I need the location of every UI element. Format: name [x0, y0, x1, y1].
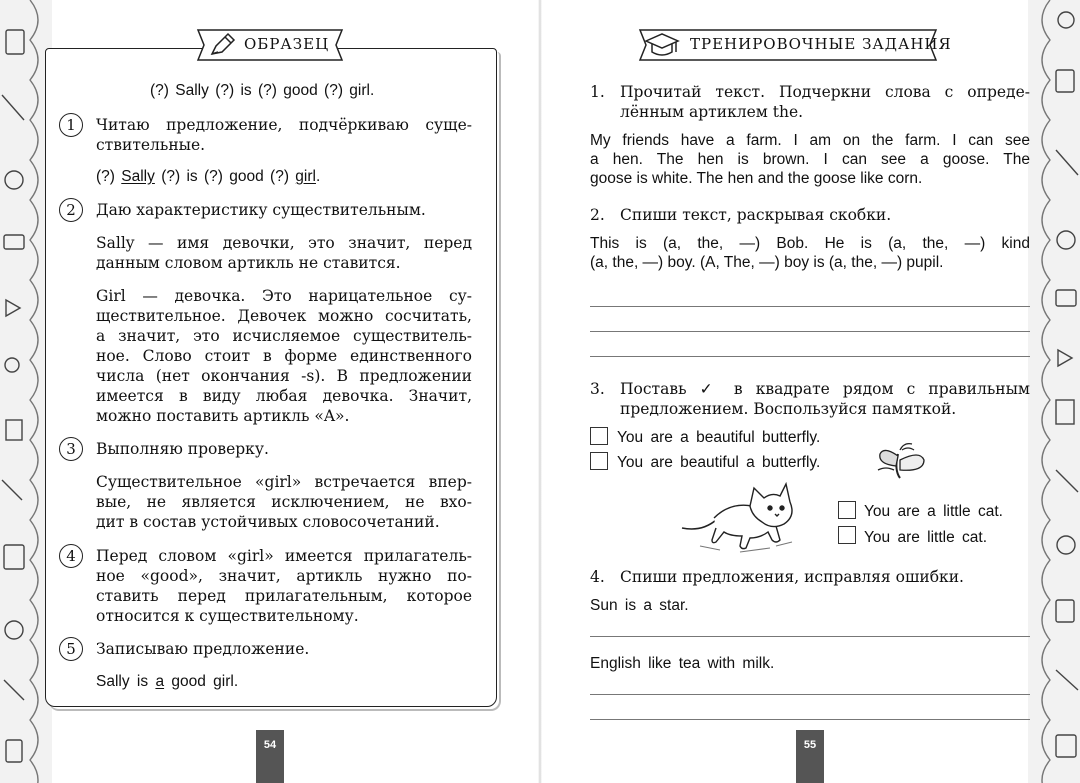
task-1-line-2: лённым артиклем the.	[620, 103, 804, 121]
step-4-line-1: Перед словом «girl» имеется прилагатель-	[96, 547, 472, 565]
task-4-sentence-1: Sun is a star.	[590, 597, 689, 614]
butterfly-icon	[876, 440, 928, 486]
option-text: You are a little cat.	[864, 503, 1003, 520]
task-4-number: 4.	[590, 568, 605, 586]
pen-icon	[208, 32, 236, 62]
girl-para-line-6: имеется в виду любая девочка. Значит,	[96, 387, 472, 405]
option-checkbox[interactable]	[838, 501, 856, 519]
cat-illustration	[680, 480, 810, 559]
task-2-text-line-1: This is (a, the, —) Bob. He is (a, the, —) kind	[590, 235, 1030, 252]
step-4-line-3: ставить перед прилагательным, которое	[96, 587, 472, 605]
underlined-sentence: (?) Sally (?) is (?) good (?) girl.	[96, 168, 321, 185]
girl-para-line-5: числа (нет окончания -s). В предложении	[96, 367, 472, 385]
writing-line[interactable]	[590, 719, 1030, 720]
step-4-line-2: ное «good», значит, артикль нужно по-	[96, 567, 472, 585]
training-banner	[632, 26, 952, 64]
example-banner-title: ОБРАЗЕЦ	[244, 35, 330, 53]
writing-line[interactable]	[590, 636, 1030, 637]
task-3-line-1: Поставь ✓ в квадрате рядом с правильным	[620, 380, 1030, 398]
step-3-line-1: Выполняю проверку.	[96, 440, 269, 458]
task-4-sentence-2: English like tea with milk.	[590, 655, 775, 672]
task-3-number: 3.	[590, 380, 605, 398]
step-5-line-1: Записываю предложение.	[96, 640, 310, 658]
task-1-text-line-2: a hen. The hen is brown. I can see a goose. The	[590, 151, 1030, 168]
book-spine	[538, 0, 542, 783]
step-number-3: 3	[59, 437, 83, 461]
check-para-line-3: дит в состав устойчивых словосочетаний.	[96, 513, 440, 531]
check-para-line-2: вые, не является исключением, не вхо-	[96, 493, 472, 511]
task-1-text-line-3: goose is white. The hen and the goose like corn.	[590, 170, 923, 187]
step-4-line-4: относится к существительному.	[96, 607, 359, 625]
step-number-1: 1	[59, 113, 83, 137]
option-text: You are a beautiful butterfly.	[617, 429, 821, 446]
task-2-number: 2.	[590, 206, 605, 224]
girl-para-line-4: ное. Слово стоит в форме единственного	[96, 347, 472, 365]
step-1-line-1: Читаю предложение, подчёркиваю суще-	[96, 116, 472, 134]
task-1-number: 1.	[590, 83, 605, 101]
step-number-5: 5	[59, 637, 83, 661]
sally-para-line-2: данным словом артикль не ставится.	[96, 254, 401, 272]
option-text: You are little cat.	[864, 529, 988, 546]
graduation-cap-icon	[644, 32, 680, 62]
girl-para-line-3: а значит, это исчисляемое существитель-	[96, 327, 472, 345]
page-number-tab-left	[256, 730, 284, 783]
option-text: You are beautiful a butterfly.	[617, 454, 821, 471]
task-1-text-line-1: My friends have a farm. I am on the farm. I can see	[590, 132, 1030, 149]
page-number-right: 55	[803, 739, 817, 751]
girl-para-line-1: Girl — девочка. Это нарицательное су-	[96, 287, 472, 305]
girl-para-line-2: ществительное. Девочек можно сосчитать,	[96, 307, 472, 325]
step-number-2: 2	[59, 198, 83, 222]
task-1-line-1: Прочитай текст. Подчеркни слова с опреде-	[620, 83, 1030, 101]
page-number-tab-right	[796, 730, 824, 783]
task-3-line-2: предложением. Воспользуйся памяткой.	[620, 400, 957, 418]
sally-para-line-1: Sally — имя девочки, это значит, перед	[96, 234, 472, 252]
option-checkbox[interactable]	[590, 427, 608, 445]
check-para-line-1: Существительное «girl» встречается впер-	[96, 473, 472, 491]
option-checkbox[interactable]	[590, 452, 608, 470]
writing-line[interactable]	[590, 694, 1030, 695]
example-sentence: (?) Sally (?) is (?) good (?) girl.	[150, 82, 375, 99]
writing-line[interactable]	[590, 356, 1030, 357]
right-decorative-border	[1028, 0, 1080, 783]
step-1-line-2: ствительные.	[96, 136, 206, 154]
step-number-4: 4	[59, 544, 83, 568]
final-sentence: Sally is a good girl.	[96, 673, 239, 690]
task-2-line-1: Спиши текст, раскрывая скобки.	[620, 206, 892, 224]
example-banner	[190, 26, 350, 64]
girl-para-line-7: можно поставить артикль «A».	[96, 407, 350, 425]
step-2-line-1: Даю характеристику существительным.	[96, 201, 426, 219]
page-number-left: 54	[263, 739, 277, 751]
task-2-text-line-2: (a, the, —) boy. (A, The, —) boy is (a, the, —) pupil.	[590, 254, 944, 271]
option-checkbox[interactable]	[838, 526, 856, 544]
writing-line[interactable]	[590, 331, 1030, 332]
task-4-line-1: Спиши предложения, исправляя ошибки.	[620, 568, 964, 586]
writing-line[interactable]	[590, 306, 1030, 307]
training-banner-title: ТРЕНИРОВОЧНЫЕ ЗАДАНИЯ	[690, 35, 952, 53]
